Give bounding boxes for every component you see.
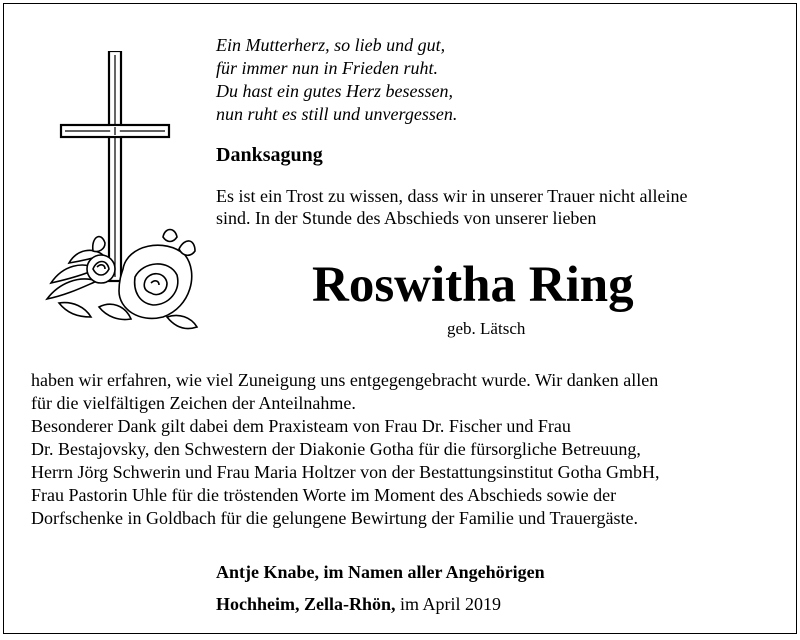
intro-line: Es ist ein Trost zu wissen, dass wir in unserer Trauer nicht alleine [216,186,688,206]
poem-line: Ein Mutterherz, so lieb und gut, [216,35,446,55]
body-line: Besonderer Dank gilt dabei dem Praxisteam von Frau Dr. Fischer und Frau [31,416,571,436]
poem-line: nun ruht es still und unvergessen. [216,104,458,124]
body-line: haben wir erfahren, wie viel Zuneigung uns entgegengebracht wurde. Wir danken allen [31,370,659,390]
intro-text [216,185,687,229]
body-line: Herrn Jörg Schwerin und Frau Maria Holtzer von der Bestattungsinstitut Gotha GmbH, [31,462,660,482]
thanks-text [31,369,660,530]
body-line: für die vielfältigen Zeichen der Anteilnahme. [31,393,356,413]
notice-heading: Danksagung [216,144,323,166]
poem-line: für immer nun in Frieden ruht. [216,58,438,78]
signature-place-date [216,588,545,620]
body-line: Frau Pastorin Uhle für die tröstenden Worte im Moment des Abschieds sowie der [31,485,617,505]
intro-line: sind. In der Stunde des Abschieds von unserer lieben [216,208,597,228]
signature-name: Antje Knabe, im Namen aller Angehörigen [216,562,545,582]
obituary-notice [3,3,797,634]
poem [216,34,457,126]
body-line: Dr. Bestajovsky, den Schwestern der Diakonie Gotha für die fürsorgliche Betreuung, [31,439,641,459]
signature-places: Hochheim, Zella-Rhön, [216,594,396,614]
poem-line: Du hast ein gutes Herz besessen, [216,81,453,101]
signature-date: im April 2019 [395,594,502,614]
deceased-name: Roswitha Ring [312,257,634,313]
body-line: Dorfschenke in Goldbach für die gelungene Bewirtung der Familie und Trauergäste. [31,508,639,528]
signature-block [216,556,545,620]
cross-with-roses-icon [39,51,199,341]
maiden-name: geb. Lätsch [447,319,526,338]
